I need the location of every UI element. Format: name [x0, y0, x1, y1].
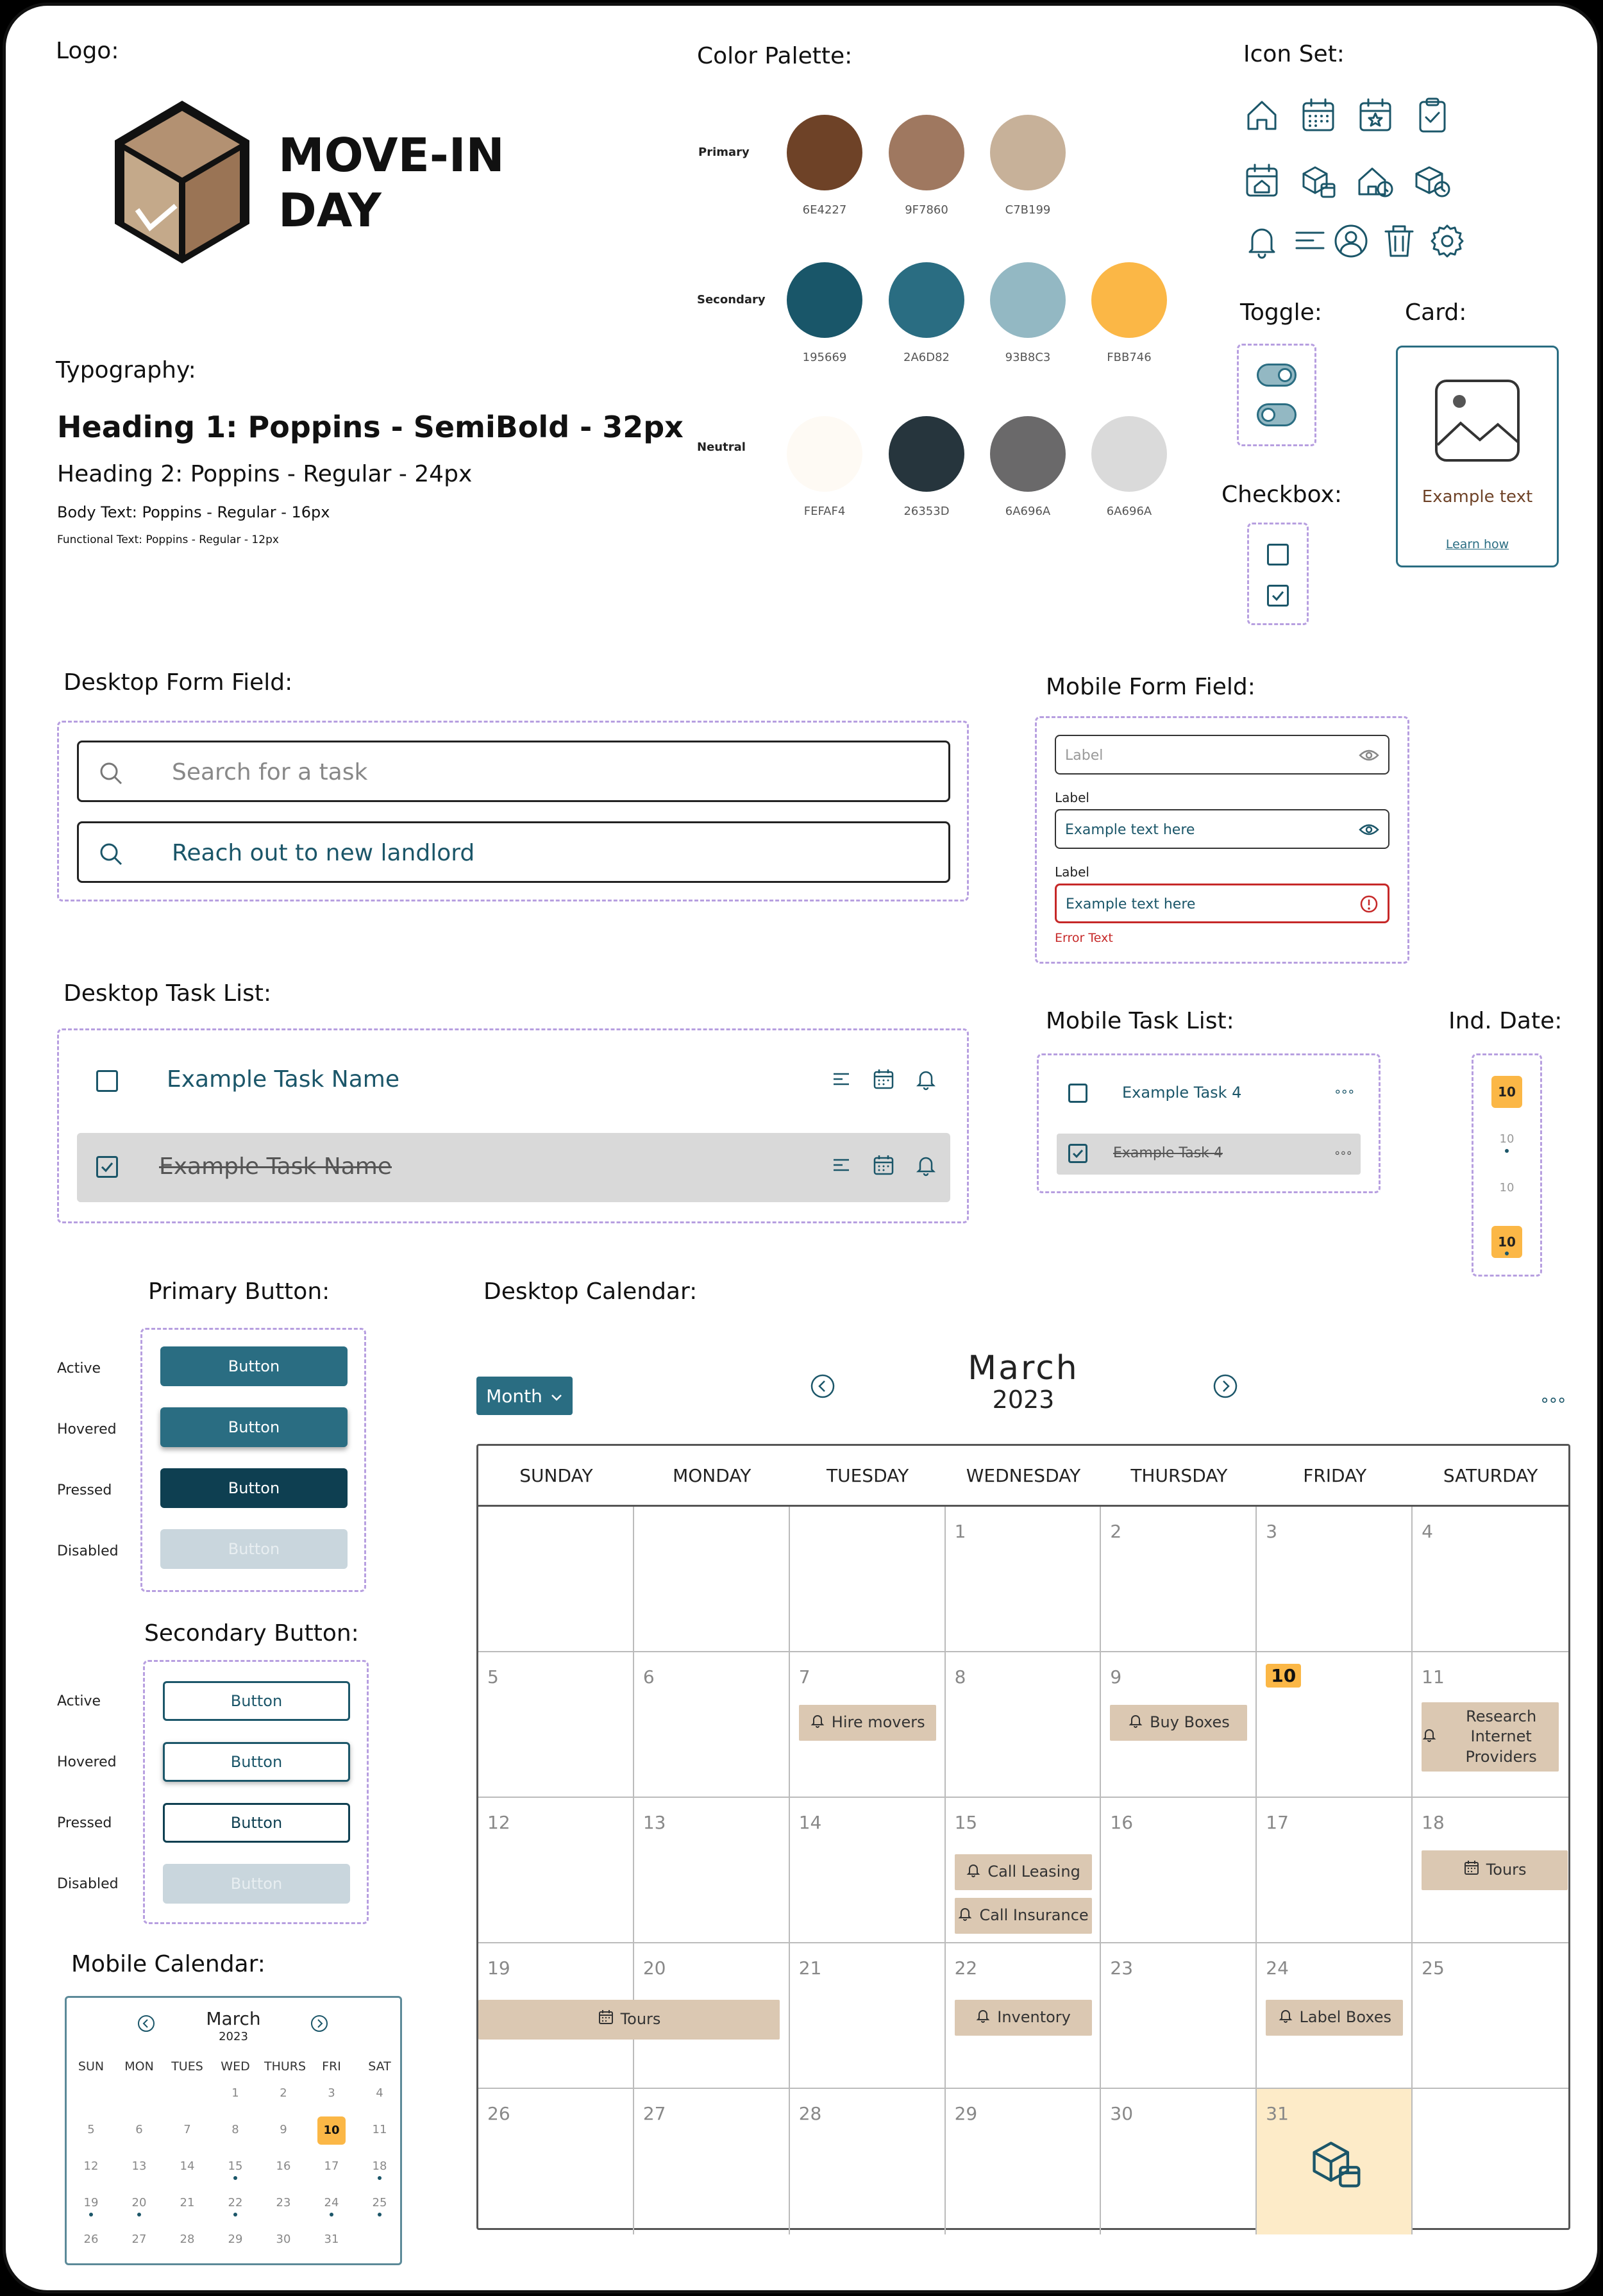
clipboard-check-icon	[1413, 96, 1452, 135]
calendar-day-number: 4	[1422, 1521, 1433, 1542]
calendar-day-cell[interactable]	[790, 1507, 946, 1652]
calendar-day-number: 5	[487, 1666, 499, 1688]
mobile-calendar-day[interactable]: 23	[276, 2196, 291, 2209]
mobile-calendar-day[interactable]: 3	[328, 2086, 335, 2100]
state-label: Hovered	[57, 1421, 117, 1437]
secondary-button-group	[143, 1660, 369, 1924]
toggle-section-title: Toggle:	[1240, 299, 1322, 326]
bell-icon[interactable]	[914, 1153, 937, 1179]
task-name: Example Task Name	[159, 1153, 392, 1180]
card[interactable]	[1396, 346, 1559, 567]
desktop-task-list	[57, 1028, 969, 1223]
primary-button-disabled: Button	[160, 1529, 348, 1569]
mobile-calendar-day[interactable]: 5	[87, 2123, 95, 2136]
weekday-header: MONDAY	[673, 1464, 751, 1486]
calendar-event-label: Tours	[620, 2010, 661, 2029]
calendar-day-cell[interactable]	[946, 1943, 1102, 2089]
hex-label: FEFAF4	[803, 505, 846, 518]
calendar-event-label: Buy Boxes	[1150, 1713, 1230, 1732]
boxes-calendar-icon	[1298, 161, 1338, 201]
state-label: Pressed	[57, 1482, 112, 1498]
settings-icon	[1427, 221, 1467, 261]
mobile-field-value: Example text here	[1066, 896, 1196, 912]
search-placeholder: Search for a task	[172, 759, 368, 785]
box-clock-icon	[1413, 161, 1452, 201]
calendar-day-number: 24	[1266, 1957, 1289, 1979]
state-label: Active	[57, 1361, 101, 1377]
calendar-day-cell[interactable]	[478, 2089, 634, 2234]
calendar-year: 2023	[992, 1386, 1055, 1414]
next-month-icon[interactable]	[1213, 1373, 1238, 1399]
calendar-day-cell[interactable]	[1413, 1798, 1568, 1943]
calendar-event[interactable]	[955, 1854, 1092, 1890]
bell-icon	[1422, 1727, 1437, 1747]
chevron-down-icon	[550, 1386, 563, 1407]
mobile-weekday-header: SUN	[78, 2059, 105, 2074]
calendar-day-cell[interactable]	[478, 1798, 634, 1943]
swatch-195669	[787, 262, 862, 338]
swatch-FBB746	[1091, 262, 1167, 338]
calendar-event-label: Call Leasing	[987, 1863, 1080, 1881]
event-dot	[378, 2213, 382, 2216]
calendar-day-number: 27	[642, 2103, 666, 2124]
calendar-day-number: 25	[1422, 1957, 1445, 1979]
swatch-6A696A-light	[1091, 416, 1167, 492]
swatch-FEFAF4	[787, 416, 862, 492]
task-name: Example Task 4	[1122, 1084, 1242, 1102]
mobile-calendar-year: 2023	[219, 2030, 248, 2043]
bell-icon	[975, 2007, 991, 2028]
calendar-day-cell[interactable]	[634, 1943, 790, 2089]
calendar-day-cell[interactable]	[1257, 2089, 1413, 2234]
mobile-calendar-day[interactable]: 29	[228, 2233, 243, 2246]
calendar-day-cell[interactable]	[478, 1652, 634, 1798]
home-icon	[1242, 96, 1282, 135]
mobile-calendar-day[interactable]: 24	[324, 2196, 339, 2209]
calendar-day-number: 15	[954, 1812, 978, 1833]
task-checkbox[interactable]	[96, 1070, 118, 1092]
calendar-day-cell[interactable]	[946, 2089, 1102, 2234]
hex-label: 6A696A	[1005, 505, 1051, 518]
state-label: Hovered	[57, 1754, 117, 1770]
calendar-icon[interactable]	[872, 1153, 895, 1179]
eye-icon[interactable]	[1359, 746, 1379, 764]
prev-month-icon[interactable]	[810, 1373, 835, 1399]
calendar-day-number: 8	[954, 1666, 966, 1688]
calendar-event-label: Tours	[1486, 1861, 1527, 1879]
hex-label: 26353D	[903, 505, 950, 518]
bell-icon	[957, 1906, 973, 1926]
calendar-day-number: 21	[798, 1957, 822, 1979]
calendar-day-cell[interactable]	[1101, 2089, 1257, 2234]
calendar-day-number: 14	[798, 1812, 822, 1833]
mobile-calendar-day[interactable]: 27	[131, 2233, 147, 2246]
calendar-day-cell[interactable]	[1257, 1943, 1413, 2089]
calendar-day-number: 19	[487, 1957, 510, 1979]
calendar-day-number: 26	[487, 2103, 510, 2124]
calendar-day-cell[interactable]	[634, 1507, 790, 1652]
mobile-weekday-header: THURS	[264, 2059, 306, 2074]
mobile-field-error[interactable]	[1055, 884, 1389, 923]
swatch-93B8C3	[990, 262, 1066, 338]
logo-section-title: Logo:	[56, 38, 119, 64]
event-dot	[1505, 1252, 1509, 1255]
calendar-day-cell[interactable]	[790, 1798, 946, 1943]
swatch-26353D	[889, 416, 964, 492]
calendar-icon	[598, 2009, 614, 2031]
bell-icon	[810, 1713, 825, 1733]
checkbox-group	[1247, 523, 1309, 625]
mobile-task-list	[1037, 1053, 1381, 1193]
weekday-header: FRIDAY	[1303, 1464, 1367, 1486]
date-selected-event[interactable]: 10	[1491, 1226, 1522, 1258]
calendar-day-cell[interactable]	[1257, 1798, 1413, 1943]
more-options-icon[interactable]: ∘∘∘	[1540, 1391, 1565, 1410]
task-name: Example Task 4	[1113, 1145, 1223, 1161]
view-dropdown-label: Month	[486, 1385, 542, 1407]
calendar-day-cell[interactable]	[1413, 1507, 1568, 1652]
mobile-calendar-day[interactable]: 22	[228, 2196, 243, 2209]
palette-row-label: Primary	[698, 146, 750, 159]
calendar-day-number: 29	[954, 2103, 978, 2124]
mobile-calendar-day[interactable]: 9	[280, 2123, 287, 2136]
calendar-day-cell[interactable]	[1413, 1943, 1568, 2089]
mobile-calendar-day[interactable]: 28	[180, 2233, 195, 2246]
calendar-home-icon	[1242, 161, 1282, 201]
state-label: Active	[57, 1693, 101, 1709]
state-label: Pressed	[57, 1815, 112, 1831]
logo-box-icon	[108, 96, 256, 275]
event-dot	[1505, 1149, 1509, 1153]
calendar-day-number: 1	[954, 1521, 966, 1542]
calendar-event[interactable]	[1422, 1850, 1568, 1890]
calendar-event-label: Call Insurance	[979, 1906, 1089, 1925]
mobile-weekday-header: FRI	[322, 2059, 341, 2074]
palette-row-label: Neutral	[697, 440, 746, 454]
bell-icon	[1278, 2007, 1293, 2028]
weekday-header: SATURDAY	[1443, 1464, 1538, 1486]
mobile-weekday-header: SAT	[368, 2059, 391, 2074]
checkbox-unchecked[interactable]	[1267, 544, 1289, 566]
task-checkbox[interactable]	[1068, 1084, 1087, 1103]
primary-button-section-title: Primary Button:	[148, 1278, 330, 1305]
checkbox-section-title: Checkbox:	[1221, 482, 1342, 508]
typography-section-title: Typography:	[56, 357, 196, 383]
swatch-9F7860	[889, 115, 964, 190]
bell-icon	[966, 1862, 981, 1882]
event-dot	[233, 2176, 237, 2180]
mobile-form-section-title: Mobile Form Field:	[1046, 674, 1255, 700]
eye-icon[interactable]	[1359, 821, 1379, 839]
calendar-day-cell[interactable]	[790, 1652, 946, 1798]
state-label: Disabled	[57, 1543, 119, 1559]
calendar-day-cell[interactable]	[946, 1798, 1102, 1943]
calendar-event[interactable]	[799, 1705, 936, 1741]
calendar-day-number: 6	[642, 1666, 655, 1688]
alert-icon	[1359, 894, 1379, 914]
desktop-search-input-filled[interactable]	[77, 821, 950, 883]
more-icon[interactable]: ∘∘∘	[1334, 1146, 1352, 1160]
chevron-left-icon[interactable]	[137, 2015, 155, 2032]
mobile-calendar-day[interactable]: 8	[231, 2123, 239, 2136]
search-icon	[98, 841, 124, 867]
calendar-month: March	[968, 1349, 1079, 1387]
align-left-icon	[1290, 221, 1330, 261]
mobile-calendar-day[interactable]: 21	[180, 2196, 195, 2209]
calendar-day-cell[interactable]	[1257, 1507, 1413, 1652]
hex-label: 9F7860	[905, 203, 948, 217]
mobile-weekday-header: WED	[221, 2059, 250, 2074]
mobile-field-label: Label	[1055, 864, 1089, 880]
toggle-group	[1237, 344, 1316, 446]
mobile-calendar-day[interactable]: 15	[228, 2159, 243, 2173]
calendar-day-cell[interactable]	[1257, 1652, 1413, 1798]
notes-icon[interactable]	[830, 1068, 853, 1093]
icon-set-section-title: Icon Set:	[1243, 41, 1345, 67]
swatch-C7B199	[990, 115, 1066, 190]
mobile-calendar-day[interactable]: 11	[372, 2123, 387, 2136]
task-checkbox-checked[interactable]	[96, 1156, 118, 1178]
calendar-event[interactable]	[1110, 1705, 1247, 1741]
event-dot	[89, 2213, 93, 2216]
card-section-title: Card:	[1405, 299, 1467, 326]
style-guide-sheet	[3, 3, 1600, 2293]
primary-button-group	[140, 1328, 366, 1592]
mobile-field-error-text: Error Text	[1055, 931, 1113, 945]
event-dot	[233, 2213, 237, 2216]
calendar-event-label: Label Boxes	[1299, 2008, 1392, 2027]
mobile-calendar-day[interactable]: 31	[324, 2233, 339, 2246]
calendar-day-number: 20	[642, 1957, 666, 1979]
hex-label: FBB746	[1107, 351, 1152, 364]
calendar-day-cell[interactable]	[790, 2089, 946, 2234]
calendar-day-number: 13	[642, 1812, 666, 1833]
task-actions	[830, 1068, 937, 1093]
weekday-header: THURSDAY	[1130, 1464, 1228, 1486]
mobile-calendar-month: March	[206, 2008, 261, 2029]
logo-line2: DAY	[278, 183, 382, 237]
mobile-calendar-day[interactable]: 14	[180, 2159, 195, 2173]
task-actions	[830, 1153, 937, 1179]
bell-icon	[1128, 1713, 1143, 1733]
mobile-calendar	[65, 1996, 402, 2265]
search-value: Reach out to new landlord	[172, 840, 475, 866]
more-icon[interactable]: ∘∘∘	[1334, 1084, 1354, 1099]
mobile-calendar-day[interactable]: 2	[280, 2086, 287, 2100]
secondary-button-active[interactable]: Button	[163, 1681, 350, 1721]
calendar-day-number: 11	[1422, 1666, 1445, 1688]
primary-button-active[interactable]: Button	[160, 1346, 348, 1386]
typography-body: Body Text: Poppins - Regular - 16px	[57, 503, 330, 521]
notes-icon[interactable]	[830, 1153, 853, 1179]
hex-label: C7B199	[1005, 203, 1051, 217]
chevron-right-icon[interactable]	[310, 2015, 328, 2032]
state-label: Disabled	[57, 1876, 119, 1892]
ind-date-section-title: Ind. Date:	[1448, 1008, 1563, 1034]
desktop-form-group	[57, 721, 969, 901]
typography-h1: Heading 1: Poppins - SemiBold - 32px	[57, 410, 684, 444]
mobile-calendar-day[interactable]: 17	[324, 2159, 339, 2173]
mobile-calendar-day[interactable]: 19	[83, 2196, 99, 2209]
desktop-task-section-title: Desktop Task List:	[63, 980, 272, 1007]
mobile-calendar-day[interactable]: 20	[131, 2196, 147, 2209]
mobile-calendar-section-title: Mobile Calendar:	[71, 1951, 265, 1977]
mobile-field-label: Label	[1055, 790, 1089, 805]
calendar-event[interactable]	[1422, 1702, 1559, 1772]
hex-label: 195669	[802, 351, 847, 364]
calendar-day-number: 28	[798, 2103, 822, 2124]
calendar-day-cell[interactable]	[790, 1943, 946, 2089]
mobile-form-group	[1035, 716, 1409, 964]
swatch-6A696A	[990, 416, 1066, 492]
calendar-icon	[1463, 1859, 1480, 1881]
card-learn-link[interactable]: Learn how	[1445, 537, 1509, 551]
calendar-icon	[1298, 96, 1338, 135]
hex-label: 93B8C3	[1005, 351, 1051, 364]
secondary-button-hovered[interactable]: Button	[163, 1742, 350, 1782]
calendar-day-cell[interactable]	[1413, 1652, 1568, 1798]
date-default[interactable]: 10	[1499, 1181, 1515, 1194]
mobile-calendar-day[interactable]: 30	[276, 2233, 291, 2246]
calendar-event-label: Inventory	[997, 2008, 1071, 2027]
swatch-6E4227	[787, 115, 862, 190]
calendar-day-cell[interactable]	[478, 1507, 634, 1652]
checkbox-checked[interactable]	[1267, 585, 1289, 607]
calendar-day-number: 16	[1110, 1812, 1134, 1833]
hex-label: 6E4227	[802, 203, 847, 217]
logo-line1: MOVE-IN	[278, 128, 505, 182]
calendar-day-cell[interactable]	[1101, 1943, 1257, 2089]
calendar-day-cell[interactable]	[946, 1652, 1102, 1798]
calendar-day-number: 9	[1110, 1666, 1122, 1688]
calendar-day-cell[interactable]	[1101, 1652, 1257, 1798]
weekday-header: TUESDAY	[827, 1464, 909, 1486]
date-selected[interactable]: 10	[1491, 1076, 1522, 1108]
card-text: Example text	[1422, 487, 1533, 507]
event-dot	[378, 2176, 382, 2180]
calendar-day-cell[interactable]	[946, 1507, 1102, 1652]
toggle-on[interactable]	[1257, 364, 1297, 387]
calendar-day-number: 3	[1266, 1521, 1278, 1542]
hex-label: 2A6D82	[903, 351, 950, 364]
mobile-calendar-day[interactable]: 10	[317, 2116, 346, 2145]
primary-button-hovered[interactable]: Button	[160, 1407, 348, 1447]
desktop-search-input-empty[interactable]	[77, 741, 950, 802]
image-placeholder-icon	[1434, 378, 1521, 463]
calendar-day-cell[interactable]	[634, 2089, 790, 2234]
palette-section-title: Color Palette:	[697, 43, 853, 69]
swatch-2A6D82	[889, 262, 964, 338]
mobile-field-placeholder: Label	[1065, 748, 1104, 764]
search-icon	[98, 760, 124, 786]
trash-icon	[1379, 221, 1419, 261]
calendar-day-number: 17	[1266, 1812, 1289, 1833]
mobile-calendar-day[interactable]: 4	[376, 2086, 383, 2100]
calendar-day-number: 31	[1266, 2103, 1289, 2124]
mobile-calendar-day[interactable]: 1	[231, 2086, 239, 2100]
task-row-done[interactable]	[1057, 1134, 1361, 1175]
mobile-field-empty[interactable]	[1055, 735, 1389, 775]
calendar-day-number: 7	[798, 1666, 810, 1688]
hex-label: 6A696A	[1106, 505, 1152, 518]
moving-day-icon	[1307, 2134, 1364, 2191]
event-dot	[137, 2213, 141, 2216]
mobile-task-section-title: Mobile Task List:	[1046, 1008, 1234, 1034]
mobile-calendar-day[interactable]: 25	[372, 2196, 387, 2209]
home-clock-icon	[1355, 161, 1395, 201]
palette-row-label: Secondary	[697, 293, 766, 306]
user-circle-icon	[1331, 221, 1371, 261]
typography-functional: Functional Text: Poppins - Regular - 12px	[57, 533, 279, 546]
calendar-day-number: 18	[1422, 1812, 1445, 1833]
calendar-icon[interactable]	[872, 1068, 895, 1093]
calendar-day-number: 30	[1110, 2103, 1134, 2124]
mobile-calendar-day[interactable]: 6	[135, 2123, 143, 2136]
weekday-header: SUNDAY	[519, 1464, 593, 1486]
secondary-button-disabled: Button	[163, 1864, 350, 1904]
weekday-header: WEDNESDAY	[966, 1464, 1081, 1486]
mobile-field-value: Example text here	[1065, 822, 1195, 838]
calendar-event[interactable]	[1266, 2000, 1403, 2036]
mobile-field-filled[interactable]	[1055, 809, 1389, 849]
calendar-day-cell[interactable]	[634, 1652, 790, 1798]
secondary-button-section-title: Secondary Button:	[144, 1620, 359, 1647]
typography-h2: Heading 2: Poppins - Regular - 24px	[57, 461, 473, 487]
bell-icon[interactable]	[914, 1068, 937, 1093]
mobile-weekday-header: TUES	[171, 2059, 203, 2074]
calendar-day-number: 10	[1266, 1664, 1301, 1688]
task-name: Example Task Name	[167, 1066, 399, 1093]
calendar-star-icon	[1355, 96, 1395, 135]
calendar-day-cell[interactable]	[1101, 1798, 1257, 1943]
calendar-event-label: Research Internet Providers	[1465, 1707, 1537, 1766]
calendar-day-cell[interactable]	[1101, 1507, 1257, 1652]
calendar-event[interactable]	[955, 1898, 1092, 1934]
calendar-day-number: 23	[1110, 1957, 1134, 1979]
primary-button-pressed[interactable]: Button	[160, 1468, 348, 1508]
bell-icon	[1242, 221, 1282, 261]
mobile-calendar-day[interactable]: 12	[83, 2159, 99, 2173]
task-row-done[interactable]	[77, 1133, 950, 1202]
calendar-event-label: Hire movers	[831, 1713, 925, 1732]
calendar-day-cell[interactable]	[1413, 2089, 1568, 2234]
mobile-weekday-header: MON	[124, 2059, 154, 2074]
calendar-day-cell[interactable]	[634, 1798, 790, 1943]
logo-wordmark	[278, 128, 505, 238]
desktop-calendar-grid	[476, 1444, 1570, 2230]
task-row[interactable]	[77, 1044, 950, 1116]
toggle-off[interactable]	[1257, 403, 1297, 426]
mobile-calendar-day[interactable]: 26	[83, 2233, 99, 2246]
view-dropdown[interactable]	[476, 1377, 573, 1415]
mobile-calendar-day[interactable]: 18	[372, 2159, 387, 2173]
ind-date-group	[1472, 1053, 1542, 1277]
mobile-calendar-day[interactable]: 7	[183, 2123, 191, 2136]
date-with-event[interactable]: 10	[1499, 1132, 1515, 1146]
mobile-calendar-day[interactable]: 13	[131, 2159, 147, 2173]
desktop-form-section-title: Desktop Form Field:	[63, 669, 293, 696]
mobile-calendar-day[interactable]: 16	[276, 2159, 291, 2173]
secondary-button-pressed[interactable]: Button	[163, 1803, 350, 1843]
task-checkbox-checked[interactable]	[1068, 1144, 1087, 1163]
calendar-day-number: 2	[1110, 1521, 1122, 1542]
calendar-event[interactable]	[955, 2000, 1092, 2036]
calendar-day-number: 22	[954, 1957, 978, 1979]
event-dot	[330, 2213, 333, 2216]
desktop-calendar-section-title: Desktop Calendar:	[483, 1278, 698, 1305]
calendar-day-number: 12	[487, 1812, 510, 1833]
